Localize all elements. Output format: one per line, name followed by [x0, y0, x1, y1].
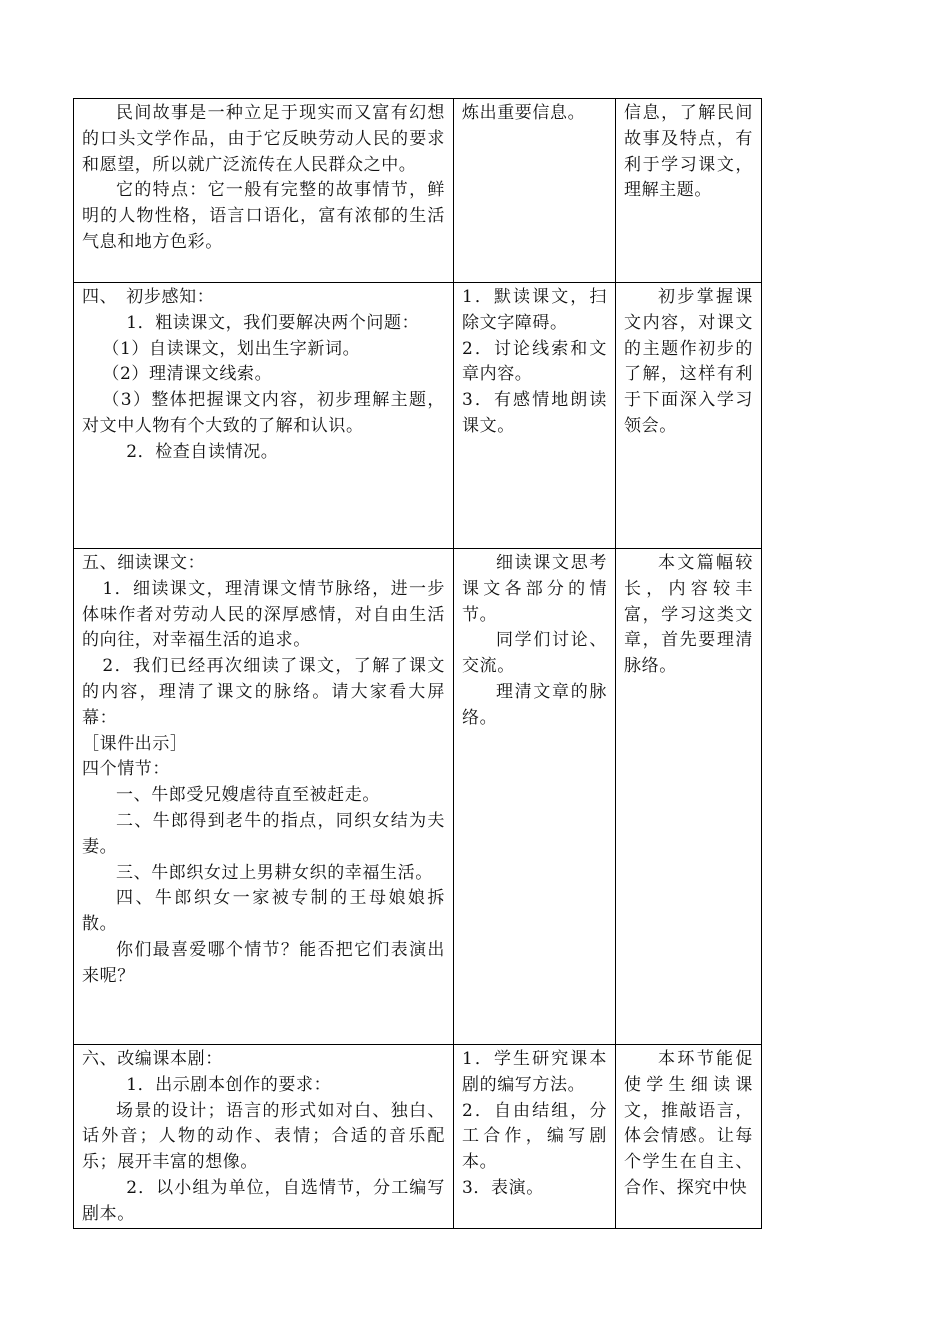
- paragraph: ［课件出示］: [82, 733, 188, 754]
- lesson-plan-table: [73, 98, 762, 1229]
- section-heading: 六、改编课本剧：: [82, 1049, 223, 1069]
- paragraph: 本环节能促使学生细读课文，推敲语言，体会情感。让每个学生在自主、合作、探究中快: [624, 1049, 753, 1198]
- paragraph: 1．粗读课文，我们要解决两个问题：: [126, 312, 420, 333]
- student-activity-cell: [454, 283, 616, 549]
- table-row: [74, 549, 762, 1045]
- teacher-activity-cell: [74, 549, 454, 1045]
- paragraph: 初步掌握课文内容，对课文的主题作初步的了解，这样有利于下面深入学习领会。: [624, 287, 753, 436]
- paragraph: 炼出重要信息。: [462, 103, 586, 123]
- design-intent-cell: [616, 1045, 762, 1229]
- student-activity-cell: [454, 99, 616, 283]
- paragraph: 你们最喜爱哪个情节？能否把它们表演出来呢？: [82, 939, 445, 986]
- teacher-activity-cell: [74, 99, 454, 283]
- plot-item: 一、牛郎受兄嫂虐待直至被赶走。: [116, 785, 380, 806]
- paragraph: 1．默读课文，扫除文字障碍。: [462, 287, 607, 333]
- plot-item: 三、牛郎织女过上男耕女织的幸福生活。: [116, 862, 433, 883]
- paragraph: 四个情节：: [82, 759, 170, 780]
- paragraph: 本文篇幅较长，内容较丰富，学习这类文章，首先要理清脉络。: [624, 553, 753, 677]
- teacher-activity-cell: [74, 1045, 454, 1229]
- design-intent-cell: [616, 549, 762, 1045]
- paragraph: 民间故事是一种立足于现实而又富有幻想的口头文学作品，由于它反映劳动人民的要求和愿望，所以就广泛流传在人民群众之中。: [82, 103, 445, 175]
- plot-item: 二、牛郎得到老牛的指点，同织女结为夫妻。: [82, 810, 445, 857]
- paragraph: 场景的设计；语言的形式如对白、独白、话外音；人物的动作、表情；合适的音乐配乐；展开丰富的想像。: [82, 1100, 445, 1173]
- paragraph: 3．表演。: [462, 1177, 544, 1198]
- section-heading: 五、细读课文：: [82, 553, 206, 573]
- paragraph: 1．出示剧本创作的要求：: [126, 1074, 332, 1095]
- paragraph: 它的特点：它一般有完整的故事情节，鲜明的人物性格，语言口语化，富有浓郁的生活气息和地方色彩。: [82, 180, 445, 252]
- design-intent-cell: [616, 283, 762, 549]
- paragraph: （3）整体把握课文内容，初步理解主题，对文中人物有个大致的了解和认识。: [82, 390, 445, 436]
- table-row: [74, 99, 762, 283]
- paragraph: 2．以小组为单位，自选情节，分工编写剧本。: [82, 1177, 445, 1224]
- paragraph: 细读课文思考课文各部分的情节。: [462, 553, 607, 625]
- paragraph: 2．讨论线索和文章内容。: [462, 338, 607, 385]
- table-row: [74, 1045, 762, 1229]
- paragraph: 2．我们已经再次细读了课文，了解了课文的内容，理清了课文的脉络。请大家看大屏幕：: [82, 656, 445, 728]
- paragraph: （1）自读课文，划出生字新词。: [102, 338, 361, 359]
- paragraph: 1．学生研究课本剧的编写方法。: [462, 1049, 607, 1095]
- paragraph: 1．细读课文，理清课文情节脉络，进一步体味作者对劳动人民的深厚感情，对自由生活的向往，对幸福生活的追求。: [82, 578, 445, 651]
- student-activity-cell: [454, 549, 616, 1045]
- table-row: [74, 283, 762, 549]
- design-intent-cell: [616, 99, 762, 283]
- student-activity-cell: [454, 1045, 616, 1229]
- paragraph: 同学们讨论、交流。: [462, 630, 607, 677]
- plot-item: 四、牛郎织女一家被专制的王母娘娘拆散。: [82, 888, 445, 935]
- paragraph: 信息，了解民间故事及特点，有利于学习课文，理解主题。: [624, 103, 753, 201]
- paragraph: 理清文章的脉络。: [462, 681, 607, 728]
- paragraph: （2）理清课文线索。: [102, 364, 273, 385]
- paragraph: 2．自由结组，分工合作，编写剧本。: [462, 1100, 607, 1173]
- paragraph: 3．有感情地朗读课文。: [462, 390, 607, 436]
- paragraph: 2．检查自读情况。: [126, 441, 279, 462]
- section-heading: 四、 初步感知：: [82, 287, 215, 307]
- teacher-activity-cell: [74, 283, 454, 549]
